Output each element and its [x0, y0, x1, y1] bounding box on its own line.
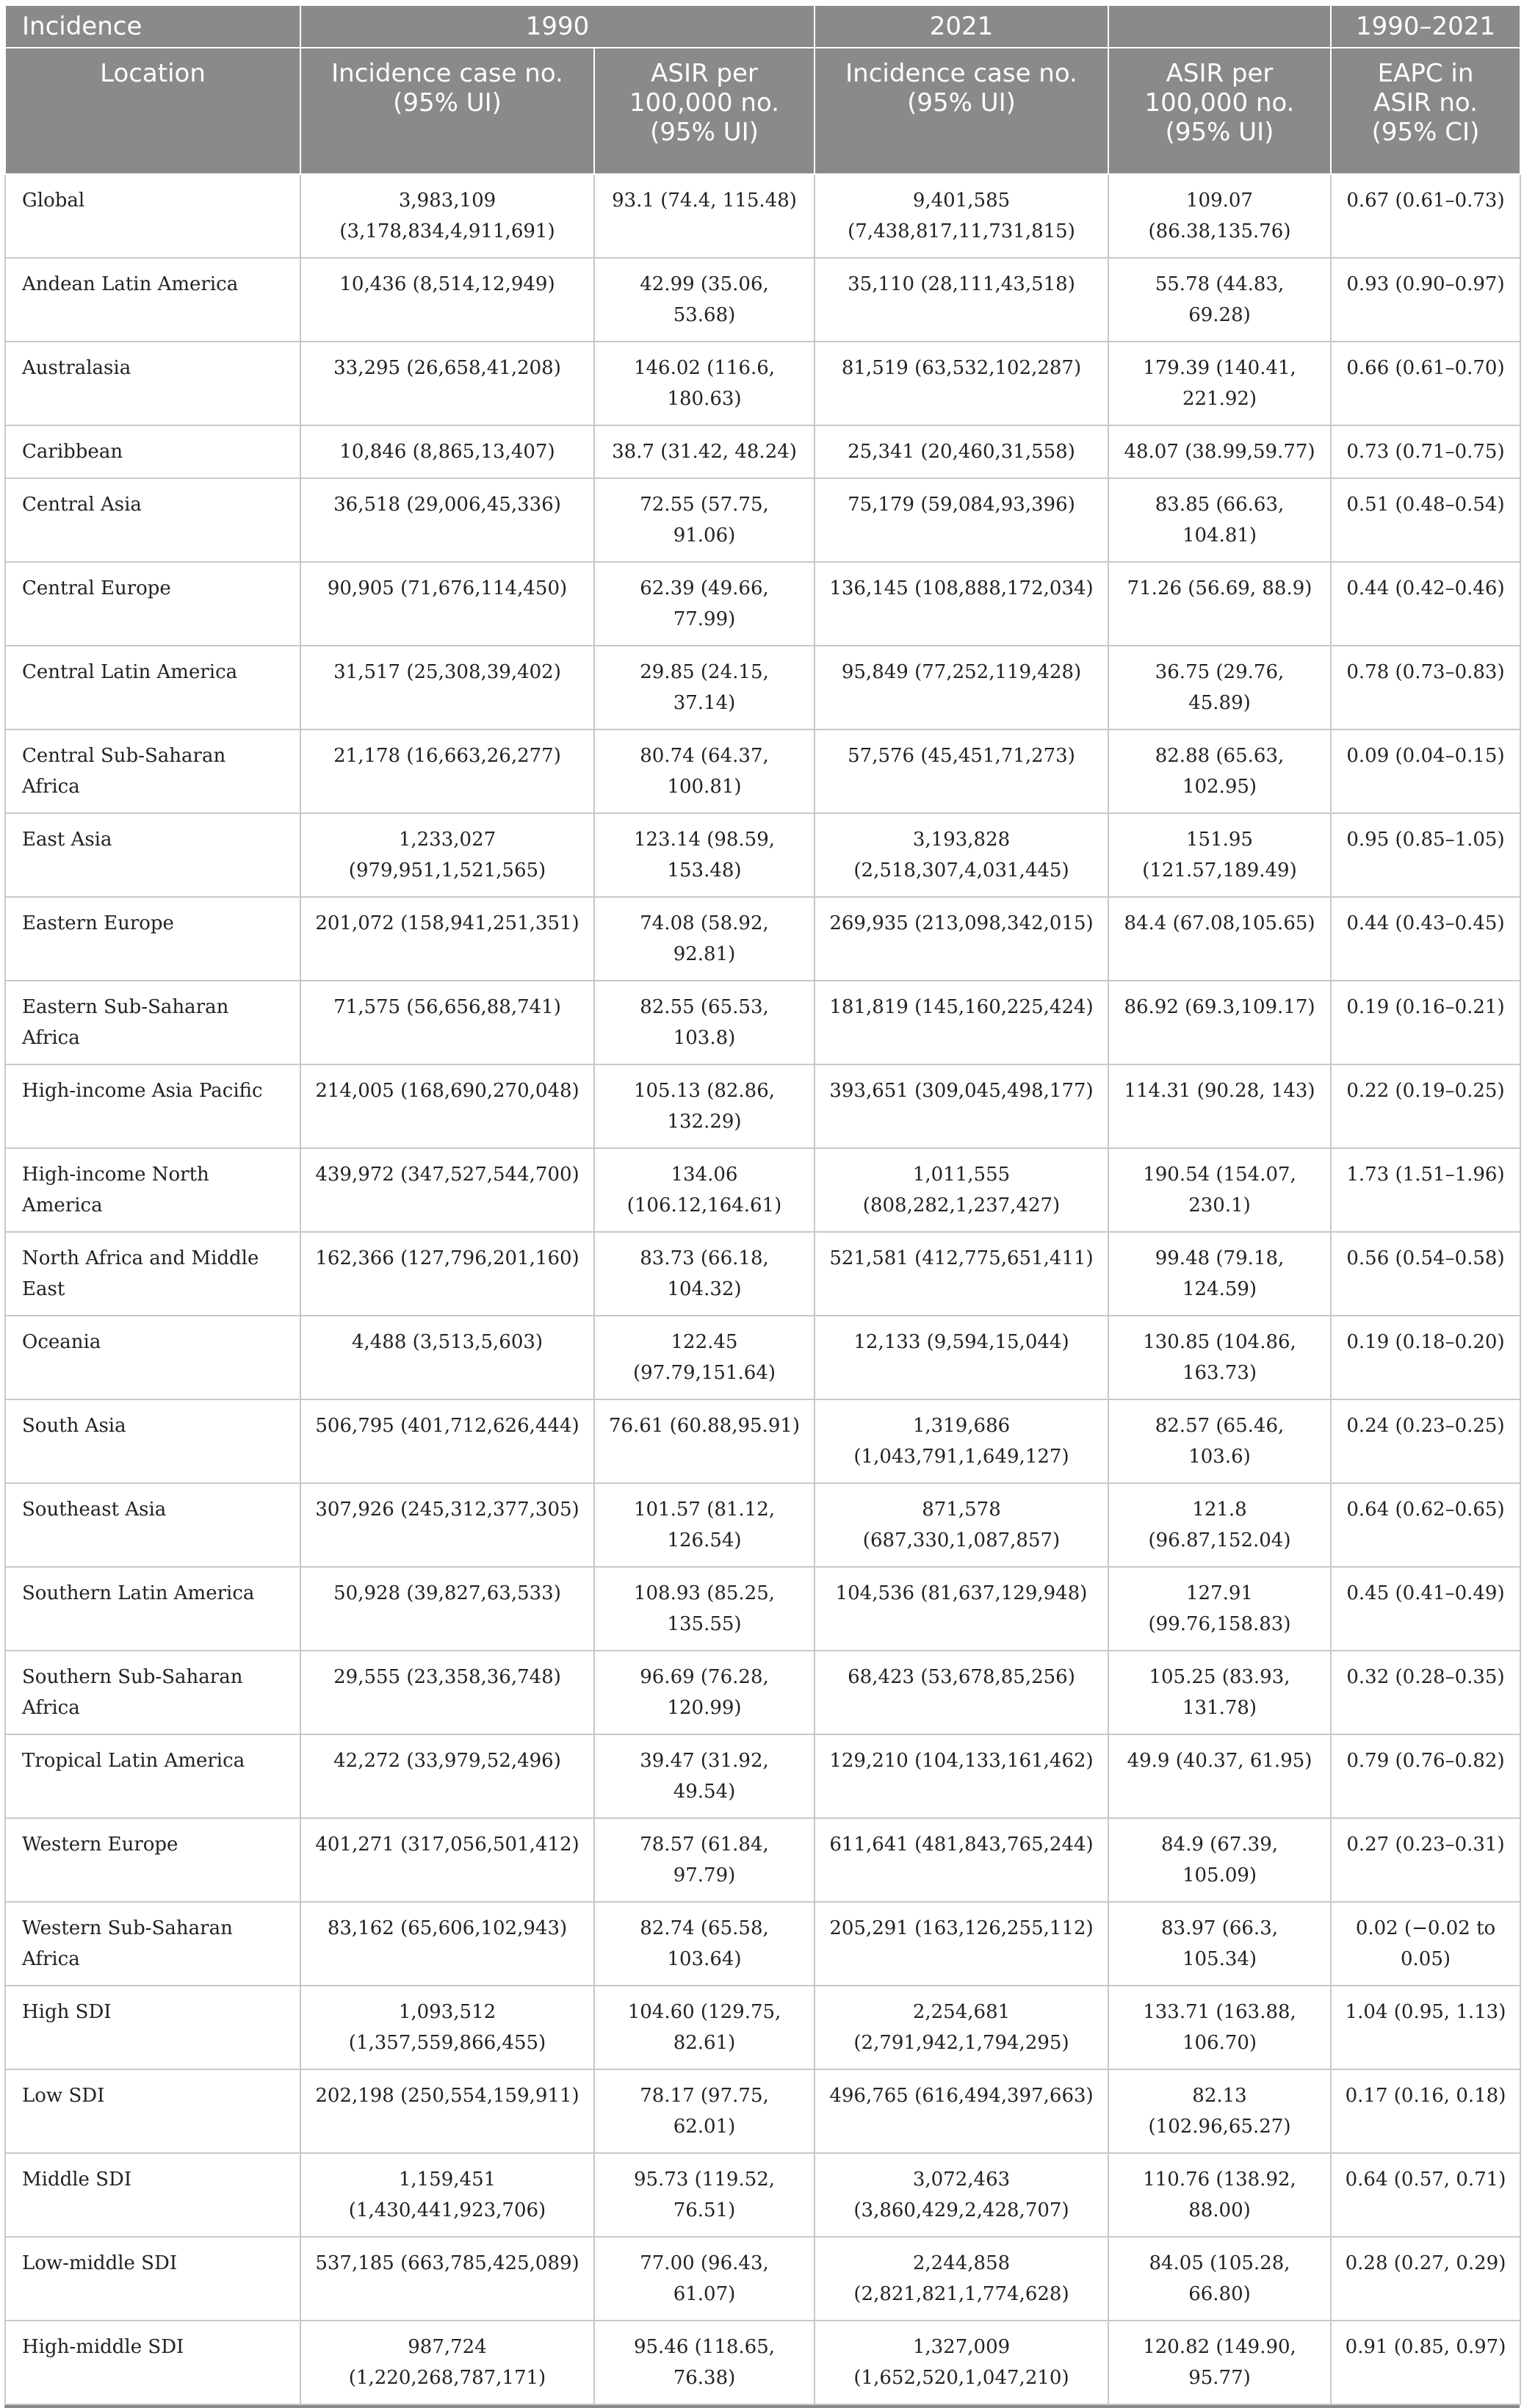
- table-row: [5, 425, 1520, 478]
- cell-asir-1990: 96.69 (76.28, 120.99): [594, 1651, 815, 1734]
- cell-asir-2021: 84.4 (67.08,105.65): [1108, 897, 1331, 981]
- cell-asir-2021: 109.07 (86.38,135.76): [1108, 174, 1331, 258]
- cell-asir-1990: 78.17 (97.75, 62.01): [594, 2069, 815, 2153]
- table-row: [5, 813, 1520, 897]
- cell-asir-2021: 110.76 (138.92, 88.00): [1108, 2153, 1331, 2237]
- cell-location: Eastern Europe: [5, 897, 300, 981]
- cell-incidence-1990: 202,198 (250,554,159,911): [300, 2069, 594, 2153]
- cell-eapc: 0.91 (0.85, 0.97): [1331, 2321, 1520, 2404]
- cell-incidence-2021: 3,072,463 (3,860,429,2,428,707): [815, 2153, 1108, 2237]
- cell-eapc: 0.09 (0.04–0.15): [1331, 729, 1520, 813]
- cell-eapc: 0.19 (0.16–0.21): [1331, 981, 1520, 1064]
- cell-asir-2021: 133.71 (163.88, 106.70): [1108, 1986, 1331, 2069]
- col-incidence-1990: Incidence case no. (95% UI): [300, 48, 594, 174]
- cell-location: Tropical Latin America: [5, 1734, 300, 1818]
- cell-asir-2021: 48.07 (38.99,59.77): [1108, 425, 1331, 478]
- header-row-columns: [5, 48, 1520, 174]
- cell-incidence-2021: 3,193,828 (2,518,307,4,031,445): [815, 813, 1108, 897]
- table-row: [5, 2237, 1520, 2321]
- cell-asir-1990: 78.57 (61.84, 97.79): [594, 1818, 815, 1902]
- cell-incidence-2021: 12,133 (9,594,15,044): [815, 1316, 1108, 1399]
- cell-asir-1990: 134.06 (106.12,164.61): [594, 1148, 815, 1232]
- cell-incidence-1990: 214,005 (168,690,270,048): [300, 1064, 594, 1148]
- cell-asir-2021: 179.39 (140.41, 221.92): [1108, 342, 1331, 425]
- cell-incidence-2021: 181,819 (145,160,225,424): [815, 981, 1108, 1064]
- cell-eapc: 0.66 (0.61–0.70): [1331, 342, 1520, 425]
- cell-eapc: 1.04 (0.95, 1.13): [1331, 1986, 1520, 2069]
- table-row: [5, 1902, 1520, 1986]
- cell-eapc: 0.73 (0.71–0.75): [1331, 425, 1520, 478]
- cell-location: North Africa and Middle East: [5, 1232, 300, 1316]
- cell-incidence-2021: 9,401,585 (7,438,817,11,731,815): [815, 174, 1108, 258]
- cell-asir-2021: 84.05 (105.28, 66.80): [1108, 2237, 1331, 2321]
- cell-incidence-1990: 50,928 (39,827,63,533): [300, 1567, 594, 1651]
- col-location: Location: [5, 48, 300, 174]
- cell-asir-1990: 42.99 (35.06, 53.68): [594, 258, 815, 342]
- cell-incidence-1990: 3,983,109 (3,178,834,4,911,691): [300, 174, 594, 258]
- cell-location: High SDI: [5, 1986, 300, 2069]
- cell-eapc: 0.27 (0.23–0.31): [1331, 1818, 1520, 1902]
- cell-location: Southern Sub-Saharan Africa: [5, 1651, 300, 1734]
- cell-eapc: 1.73 (1.51–1.96): [1331, 1148, 1520, 1232]
- cell-incidence-2021: 104,536 (81,637,129,948): [815, 1567, 1108, 1651]
- table-row: [5, 1651, 1520, 1734]
- cell-incidence-1990: 1,093,512 (1,357,559,866,455): [300, 1986, 594, 2069]
- cell-location: South Asia: [5, 1399, 300, 1483]
- cell-incidence-2021: 129,210 (104,133,161,462): [815, 1734, 1108, 1818]
- cell-eapc: 0.64 (0.57, 0.71): [1331, 2153, 1520, 2237]
- cell-asir-1990: 29.85 (24.15, 37.14): [594, 646, 815, 729]
- cell-eapc: 0.45 (0.41–0.49): [1331, 1567, 1520, 1651]
- col-asir-1990: ASIR per 100,000 no. (95% UI): [594, 48, 815, 174]
- cell-incidence-2021: 35,110 (28,111,43,518): [815, 258, 1108, 342]
- cell-incidence-2021: 75,179 (59,084,93,396): [815, 478, 1108, 562]
- cell-eapc: 0.93 (0.90–0.97): [1331, 258, 1520, 342]
- cell-incidence-1990: 31,517 (25,308,39,402): [300, 646, 594, 729]
- cell-asir-1990: 62.39 (49.66, 77.99): [594, 562, 815, 646]
- cell-asir-2021: 130.85 (104.86, 163.73): [1108, 1316, 1331, 1399]
- cell-location: Australasia: [5, 342, 300, 425]
- cell-asir-2021: 82.88 (65.63, 102.95): [1108, 729, 1331, 813]
- cell-incidence-1990: 33,295 (26,658,41,208): [300, 342, 594, 425]
- cell-location: Global: [5, 174, 300, 258]
- cell-asir-2021: 105.25 (83.93, 131.78): [1108, 1651, 1331, 1734]
- cell-location: Western Sub-Saharan Africa: [5, 1902, 300, 1986]
- cell-asir-1990: 101.57 (81.12, 126.54): [594, 1483, 815, 1567]
- cell-asir-1990: 76.61 (60.88,95.91): [594, 1399, 815, 1483]
- cell-asir-2021: 83.85 (66.63, 104.81): [1108, 478, 1331, 562]
- cell-asir-2021: 71.26 (56.69, 88.9): [1108, 562, 1331, 646]
- cell-asir-2021: 82.57 (65.46, 103.6): [1108, 1399, 1331, 1483]
- cell-asir-1990: 123.14 (98.59, 153.48): [594, 813, 815, 897]
- cell-asir-2021: 121.8 (96.87,152.04): [1108, 1483, 1331, 1567]
- cell-eapc: 0.95 (0.85–1.05): [1331, 813, 1520, 897]
- header-incidence: Incidence: [5, 5, 300, 48]
- cell-location: Central Asia: [5, 478, 300, 562]
- cell-eapc: 0.02 (−0.02 to 0.05): [1331, 1902, 1520, 1986]
- cell-incidence-2021: 136,145 (108,888,172,034): [815, 562, 1108, 646]
- cell-asir-1990: 122.45 (97.79,151.64): [594, 1316, 815, 1399]
- table-row: [5, 174, 1520, 258]
- cell-asir-1990: 82.74 (65.58, 103.64): [594, 1902, 815, 1986]
- table-row: [5, 2321, 1520, 2404]
- cell-incidence-2021: 205,291 (163,126,255,112): [815, 1902, 1108, 1986]
- cell-incidence-1990: 1,159,451 (1,430,441,923,706): [300, 2153, 594, 2237]
- cell-asir-1990: 74.08 (58.92, 92.81): [594, 897, 815, 981]
- cell-eapc: 0.22 (0.19–0.25): [1331, 1064, 1520, 1148]
- cell-incidence-1990: 537,185 (663,785,425,089): [300, 2237, 594, 2321]
- cell-incidence-1990: 4,488 (3,513,5,603): [300, 1316, 594, 1399]
- header-1990: 1990: [300, 5, 815, 48]
- table-row: [5, 1734, 1520, 1818]
- cell-incidence-2021: 68,423 (53,678,85,256): [815, 1651, 1108, 1734]
- cell-incidence-2021: 2,254,681 (2,791,942,1,794,295): [815, 1986, 1108, 2069]
- cell-eapc: 0.24 (0.23–0.25): [1331, 1399, 1520, 1483]
- cell-incidence-1990: 201,072 (158,941,251,351): [300, 897, 594, 981]
- table-row: [5, 1986, 1520, 2069]
- cell-asir-1990: 104.60 (129.75, 82.61): [594, 1986, 815, 2069]
- cell-incidence-1990: 162,366 (127,796,201,160): [300, 1232, 594, 1316]
- cell-asir-1990: 95.46 (118.65, 76.38): [594, 2321, 815, 2404]
- table-row: [5, 1567, 1520, 1651]
- incidence-table: [4, 4, 1521, 2405]
- cell-asir-1990: 83.73 (66.18, 104.32): [594, 1232, 815, 1316]
- cell-asir-1990: 77.00 (96.43, 61.07): [594, 2237, 815, 2321]
- cell-eapc: 0.51 (0.48–0.54): [1331, 478, 1520, 562]
- cell-incidence-1990: 36,518 (29,006,45,336): [300, 478, 594, 562]
- table-row: [5, 897, 1520, 981]
- cell-incidence-1990: 506,795 (401,712,626,444): [300, 1399, 594, 1483]
- table-row: [5, 2153, 1520, 2237]
- cell-incidence-2021: 81,519 (63,532,102,287): [815, 342, 1108, 425]
- cell-location: Andean Latin America: [5, 258, 300, 342]
- cell-asir-1990: 82.55 (65.53, 103.8): [594, 981, 815, 1064]
- cell-location: Low SDI: [5, 2069, 300, 2153]
- cell-incidence-1990: 21,178 (16,663,26,277): [300, 729, 594, 813]
- col-eapc: EAPC in ASIR no. (95% CI): [1331, 48, 1520, 174]
- cell-incidence-2021: 57,576 (45,451,71,273): [815, 729, 1108, 813]
- cell-location: Middle SDI: [5, 2153, 300, 2237]
- table-row: [5, 478, 1520, 562]
- cell-asir-2021: 86.92 (69.3,109.17): [1108, 981, 1331, 1064]
- cell-location: Caribbean: [5, 425, 300, 478]
- cell-asir-2021: 99.48 (79.18, 124.59): [1108, 1232, 1331, 1316]
- cell-eapc: 0.79 (0.76–0.82): [1331, 1734, 1520, 1818]
- cell-eapc: 0.19 (0.18–0.20): [1331, 1316, 1520, 1399]
- cell-incidence-2021: 496,765 (616,494,397,663): [815, 2069, 1108, 2153]
- cell-location: Central Sub-Saharan Africa: [5, 729, 300, 813]
- table-row: [5, 1232, 1520, 1316]
- cell-location: Southern Latin America: [5, 1567, 300, 1651]
- cell-asir-1990: 105.13 (82.86, 132.29): [594, 1064, 815, 1148]
- cell-eapc: 0.17 (0.16, 0.18): [1331, 2069, 1520, 2153]
- cell-asir-1990: 93.1 (74.4, 115.48): [594, 174, 815, 258]
- cell-incidence-2021: 1,327,009 (1,652,520,1,047,210): [815, 2321, 1108, 2404]
- cell-location: Low-middle SDI: [5, 2237, 300, 2321]
- table-row: [5, 1148, 1520, 1232]
- cell-location: Oceania: [5, 1316, 300, 1399]
- table-row: [5, 729, 1520, 813]
- table-row: [5, 1064, 1520, 1148]
- cell-location: High-middle SDI: [5, 2321, 300, 2404]
- cell-incidence-1990: 83,162 (65,606,102,943): [300, 1902, 594, 1986]
- cell-incidence-1990: 1,233,027 (979,951,1,521,565): [300, 813, 594, 897]
- cell-asir-2021: 36.75 (29.76, 45.89): [1108, 646, 1331, 729]
- cell-asir-2021: 120.82 (149.90, 95.77): [1108, 2321, 1331, 2404]
- cell-incidence-2021: 2,244,858 (2,821,821,1,774,628): [815, 2237, 1108, 2321]
- header-2021: 2021: [815, 5, 1108, 48]
- cell-incidence-2021: 871,578 (687,330,1,087,857): [815, 1483, 1108, 1567]
- cell-incidence-2021: 95,849 (77,252,119,428): [815, 646, 1108, 729]
- cell-asir-2021: 83.97 (66.3, 105.34): [1108, 1902, 1331, 1986]
- cell-eapc: 0.44 (0.42–0.46): [1331, 562, 1520, 646]
- table-row: [5, 342, 1520, 425]
- cell-asir-1990: 108.93 (85.25, 135.55): [594, 1567, 815, 1651]
- table-row: [5, 1316, 1520, 1399]
- cell-asir-1990: 72.55 (57.75, 91.06): [594, 478, 815, 562]
- cell-eapc: 0.32 (0.28–0.35): [1331, 1651, 1520, 1734]
- header-row-periods: [5, 5, 1520, 48]
- table-row: [5, 1818, 1520, 1902]
- cell-incidence-1990: 71,575 (56,656,88,741): [300, 981, 594, 1064]
- cell-location: East Asia: [5, 813, 300, 897]
- cell-incidence-1990: 307,926 (245,312,377,305): [300, 1483, 594, 1567]
- cell-incidence-1990: 29,555 (23,358,36,748): [300, 1651, 594, 1734]
- cell-asir-1990: 39.47 (31.92, 49.54): [594, 1734, 815, 1818]
- cell-eapc: 0.28 (0.27, 0.29): [1331, 2237, 1520, 2321]
- header-1990-2021: 1990–2021: [1331, 5, 1520, 48]
- cell-eapc: 0.56 (0.54–0.58): [1331, 1232, 1520, 1316]
- cell-asir-2021: 84.9 (67.39, 105.09): [1108, 1818, 1331, 1902]
- col-asir-2021: ASIR per 100,000 no. (95% UI): [1108, 48, 1331, 174]
- cell-location: High-income North America: [5, 1148, 300, 1232]
- cell-incidence-1990: 401,271 (317,056,501,412): [300, 1818, 594, 1902]
- cell-asir-2021: 190.54 (154.07, 230.1): [1108, 1148, 1331, 1232]
- cell-asir-1990: 80.74 (64.37, 100.81): [594, 729, 815, 813]
- cell-location: Western Europe: [5, 1818, 300, 1902]
- cell-incidence-1990: 42,272 (33,979,52,496): [300, 1734, 594, 1818]
- table-row: [5, 1399, 1520, 1483]
- cell-asir-1990: 38.7 (31.42, 48.24): [594, 425, 815, 478]
- table-row: [5, 2069, 1520, 2153]
- table-row: [5, 258, 1520, 342]
- cell-asir-2021: 55.78 (44.83, 69.28): [1108, 258, 1331, 342]
- cell-incidence-2021: 25,341 (20,460,31,558): [815, 425, 1108, 478]
- cell-incidence-2021: 1,011,555 (808,282,1,237,427): [815, 1148, 1108, 1232]
- cell-asir-2021: 151.95 (121.57,189.49): [1108, 813, 1331, 897]
- cell-location: Central Europe: [5, 562, 300, 646]
- cell-incidence-2021: 611,641 (481,843,765,244): [815, 1818, 1108, 1902]
- cell-location: High-income Asia Pacific: [5, 1064, 300, 1148]
- table-row: [5, 1483, 1520, 1567]
- table-row: [5, 646, 1520, 729]
- cell-incidence-1990: 90,905 (71,676,114,450): [300, 562, 594, 646]
- table-row: [5, 562, 1520, 646]
- table-body: [5, 174, 1520, 2404]
- header-blank: [1108, 5, 1331, 48]
- cell-eapc: 0.67 (0.61–0.73): [1331, 174, 1520, 258]
- cell-incidence-1990: 10,436 (8,514,12,949): [300, 258, 594, 342]
- cell-incidence-2021: 521,581 (412,775,651,411): [815, 1232, 1108, 1316]
- cell-incidence-1990: 987,724 (1,220,268,787,171): [300, 2321, 594, 2404]
- cell-incidence-2021: 269,935 (213,098,342,015): [815, 897, 1108, 981]
- cell-asir-2021: 49.9 (40.37, 61.95): [1108, 1734, 1331, 1818]
- cell-incidence-2021: 393,651 (309,045,498,177): [815, 1064, 1108, 1148]
- cell-incidence-1990: 10,846 (8,865,13,407): [300, 425, 594, 478]
- cell-asir-1990: 146.02 (116.6, 180.63): [594, 342, 815, 425]
- cell-location: Central Latin America: [5, 646, 300, 729]
- cell-eapc: 0.44 (0.43–0.45): [1331, 897, 1520, 981]
- table-row: [5, 981, 1520, 1064]
- col-incidence-2021: Incidence case no. (95% UI): [815, 48, 1108, 174]
- cell-location: Eastern Sub-Saharan Africa: [5, 981, 300, 1064]
- cell-asir-2021: 127.91 (99.76,158.83): [1108, 1567, 1331, 1651]
- cell-asir-1990: 95.73 (119.52, 76.51): [594, 2153, 815, 2237]
- cell-incidence-1990: 439,972 (347,527,544,700): [300, 1148, 594, 1232]
- incidence-table-container: [4, 4, 1520, 2408]
- cell-asir-2021: 82.13 (102.96,65.27): [1108, 2069, 1331, 2153]
- cell-eapc: 0.64 (0.62–0.65): [1331, 1483, 1520, 1567]
- cell-location: Southeast Asia: [5, 1483, 300, 1567]
- cell-eapc: 0.78 (0.73–0.83): [1331, 646, 1520, 729]
- cell-incidence-2021: 1,319,686 (1,043,791,1,649,127): [815, 1399, 1108, 1483]
- cell-asir-2021: 114.31 (90.28, 143): [1108, 1064, 1331, 1148]
